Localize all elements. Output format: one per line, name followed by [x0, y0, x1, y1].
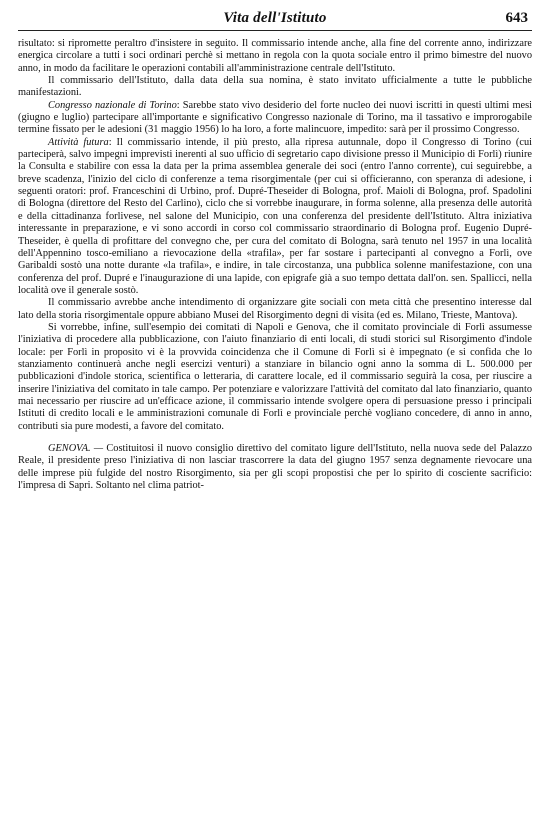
- paragraph-gite: [18, 297, 532, 322]
- paragraph-pubblicazioni-text: Si vorrebbe, infine, sull'esempio dei comitati di Napoli e Genova, che il comitato provinciale di Forlì assumesse l'iniziativa di procedere alla pubblicazione, con l'aiuto finanziario di enti locali, di studi storici sul Risorgimento d'indole locale: per Forlì in proposito vi è la provvida coincidenza che il Comune di Forlì si è impegnato (e si confida che lo stanziamento continuerà anche negli esercizi venturi) a stanziare in bilancio ogni anno la somma di L. 500.000 per pubblicazioni d'indole storica, scientifica o letteraria, di carattere locale, ed il commissario seguirà la cosa, per riuscire a inserire l'iniziativa del comitato in tale campo. Per potenziare e valorizzare l'attività del comitato dal lato finanziario, quanto mai necessario per riuscire ad un'efficace azione, il commissario intende svolgere opera di persuasione presso i principali Istituti di credito locali e le amministrazioni comunale di Forlì e provinciale perchè vogliano concedere, di anno in anno, contributi sia pure modesti, a favore del comitato.: [18, 321, 532, 432]
- paragraph-attivita: [18, 137, 532, 297]
- article-body: [18, 38, 532, 492]
- header-rule: [18, 30, 532, 31]
- page-header: [18, 6, 532, 30]
- paragraph-congresso-text: : Sarebbe stato vivo desiderio del forte nucleo dei nuovi iscritti in questi ultimi mesi (giugno e luglio) partecipare all'importante e significativo Congresso nazionale di Torino, ma il tassativo e improrogabile termine fissato per le adesioni (31 maggio 1956) lo ha loro, a forte malincuore, impedito: sarà per il prossimo Congresso.: [18, 99, 532, 136]
- paragraph-gite-text: Il commissario avrebbe anche intendimento di organizzare gite sociali con meta città che presentino interesse dal lato della storia risorgimentale oppure abbiano Musei del Risorgimento degni di visita (ed es. Milano, Trieste, Mantova).: [18, 297, 532, 321]
- paragraph-attivita-text: : Il commissario intende, il più presto, alla ripresa autunnale, dopo il Congresso di Torino (cui parteciperà, salvo impegni imprevisti inerenti al suo ufficio di segretario capo divisione presso il Municipio di Forlì) riunire la Consulta e stabilire con essa la data per la prima assemblea generale dei soci (entro l'anno corrente), cui seguirebbe, a breve scadenza, l'inizio del ciclo di conferenze a tema risorgimentale (per cui si officieranno, con speranza di adesione, i seguenti oratori: prof. Franceschini di Urbino, prof. Dupré-Theseider di Bologna, prof. Maioli di Bologna, prof. Spadolini di Bologna (direttore del Resto del Carlino), ciclo che si vorrebbe inaugurare, in forma solenne, alla presenza delle autorità e della cittadinanza forlivese, nel salone del Municipio, con una conferenza del presidente dell'Istituto. Altra iniziativa interessante in preparazione, e vi sono accordi in corso col commissario straordinario di Bologna prof. Eugenio Dupré-Theseider, è quella di profittare del convegno che, per cura del comitato di Bologna, sarà tenuto nel 1957 in una località dell'Appennino tosco-emiliano a rievocazione della «trafila», per far sostare i partecipanti al convegno a Forlì, ove Garibaldi sostò una notte durante «la trafila», e indire, in tale circostanza, una pubblica solenne manifestazione, con una conferenza del prof. Dupré e l'inaugurazione di una lapide, con epigrafe già a suo tempo dettata dall'on. sen. Spallicci, nella località ove il generale sostò.: [18, 136, 533, 296]
- running-title: Vita dell'Istituto: [223, 10, 327, 26]
- paragraph-genova-text: Costituitosi il nuovo consiglio direttivo del comitato ligure dell'Istituto, nella nuova sede del Palazzo Reale, il presidente preso l'iniziativa di non lasciar trascorrere la data del giugno 1957 senza degnamente rievocare una delle imprese più fulgide del nostro Risorgimento, sia per gli scopi propostisi che per lo spirito di cosciente sacrificio: l'impresa di Sapri. Soltanto nel clima patriot-: [18, 443, 532, 492]
- section-heading-attivita: Attività futura: [48, 136, 109, 148]
- paragraph-2-text: Il commissario dell'Istituto, dalla data della sua nomina, è stato invitato ufficialmente a tutte le pubbliche manifestazioni.: [18, 75, 532, 99]
- paragraph-pubblicazioni: [18, 322, 532, 433]
- paragraph-1: [18, 38, 532, 75]
- section-heading-congresso: Congresso nazionale di Torino: [48, 99, 177, 111]
- paragraph-2: [18, 75, 532, 100]
- paragraph-1-text: risultato: si ripromette peraltro d'insistere in seguito. Il commissario intende anche, alla fine del corrente anno, indirizzare energica circolare a tutti i soci ordinari perchè si mettano in regola con la quota sociale entro il primo bimestre del nuovo anno, in modo da facilitare le operazioni contabili all'amministrazione centrale dell'Istituto.: [18, 38, 532, 74]
- paragraph-congresso: [18, 100, 532, 137]
- section-heading-genova: GENOVA. —: [48, 443, 104, 454]
- paragraph-genova: [18, 443, 532, 492]
- page-number: 643: [505, 10, 528, 26]
